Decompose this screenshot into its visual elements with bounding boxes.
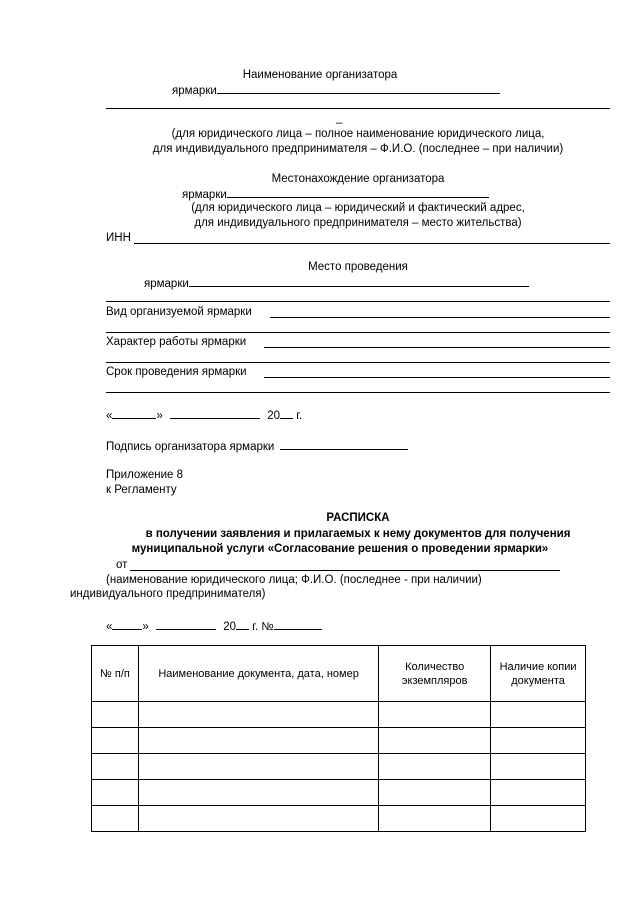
table-cell[interactable]: [92, 806, 139, 832]
col-header-document: Наименование документа, дата, номер: [138, 646, 378, 702]
fair-term-line-2[interactable]: [106, 392, 610, 393]
table-cell[interactable]: [92, 780, 139, 806]
table-cell[interactable]: [379, 702, 491, 728]
fair-type-line-2[interactable]: [106, 332, 610, 333]
organizer-name-underline: [217, 82, 500, 94]
table-cell[interactable]: [491, 728, 586, 754]
table-cell[interactable]: [92, 702, 139, 728]
table-cell[interactable]: [92, 754, 139, 780]
date-day-blank: [112, 407, 156, 419]
fair-term-label: Срок проведения ярмарки: [106, 366, 247, 378]
receipt-number-blank: [274, 618, 322, 630]
receipt-table: [91, 645, 586, 832]
venue-field[interactable]: [144, 275, 529, 291]
table-cell[interactable]: [491, 780, 586, 806]
date-open-quote: «: [106, 410, 113, 422]
col-header-copy: Наличие копии документа: [491, 646, 586, 702]
fair-type-line[interactable]: [270, 317, 610, 318]
receipt-date-day-blank: [112, 618, 142, 630]
organizer-location-field[interactable]: [182, 186, 489, 202]
table-cell[interactable]: [491, 754, 586, 780]
venue-underline: [189, 275, 529, 287]
table-row: [92, 780, 586, 806]
table-cell[interactable]: [138, 754, 378, 780]
inn-line[interactable]: [134, 243, 610, 244]
receipt-from-line[interactable]: [130, 570, 560, 571]
table-cell[interactable]: [379, 780, 491, 806]
receipt-subtitle-line1: в получении заявления и прилагаемых к нему документов для получения: [145, 528, 571, 540]
inn-label: ИНН: [106, 232, 131, 244]
appendix-line2: к Регламенту: [106, 484, 177, 496]
table-cell[interactable]: [138, 780, 378, 806]
fair-nature-label: Характер работы ярмарки: [106, 336, 247, 348]
table-cell[interactable]: [138, 728, 378, 754]
organizer-location-hint-line1: (для юридического лица – юридический и фактический адрес,: [191, 202, 525, 214]
organizer-name-hint-mark: _: [336, 112, 343, 124]
organizer-location-hint-line2: для индивидуального предпринимателя – место жительства): [194, 217, 522, 229]
receipt-date-year-prefix: 20: [223, 621, 237, 633]
organizer-name-field-label: ярмарки: [172, 85, 217, 97]
fair-type-label: Вид организуемой ярмарки: [106, 306, 252, 318]
receipt-table-header-row: [92, 646, 586, 702]
date-year-blank: [280, 407, 293, 419]
col-header-number: № п/п: [92, 646, 139, 702]
venue-line-2[interactable]: [106, 301, 610, 302]
receipt-date-close-quote: »: [142, 621, 149, 633]
signature-underline: [280, 438, 408, 450]
table-row: [92, 806, 586, 832]
table-cell[interactable]: [379, 728, 491, 754]
signature-field[interactable]: [106, 438, 408, 454]
organizer-location-underline: [227, 186, 489, 198]
receipt-date-number-label: г. №: [252, 621, 274, 633]
receipt-date[interactable]: [106, 618, 322, 634]
organizer-name-hint-line2: для индивидуального предпринимателя – Ф.И.О. (последнее – при наличии): [152, 143, 564, 155]
appendix-line1: Приложение 8: [106, 469, 184, 481]
table-cell[interactable]: [138, 806, 378, 832]
receipt-from-hint-line2: индивидуального предпринимателя): [70, 588, 266, 600]
date-month-blank: [170, 407, 260, 419]
table-cell[interactable]: [379, 754, 491, 780]
date-year-suffix: г.: [296, 410, 303, 422]
venue-heading: Место проведения: [308, 261, 408, 273]
receipt-date-year-blank: [236, 618, 249, 630]
venue-field-label: ярмарки: [144, 278, 189, 290]
receipt-title: РАСПИСКА: [326, 512, 390, 524]
table-row: [92, 702, 586, 728]
table-row: [92, 754, 586, 780]
organizer-location-field-label: ярмарки: [182, 189, 227, 201]
signature-label: Подпись организатора ярмарки: [106, 441, 275, 453]
fair-term-line[interactable]: [264, 377, 610, 378]
receipt-from-label: от: [116, 559, 128, 571]
table-cell[interactable]: [92, 728, 139, 754]
table-cell[interactable]: [491, 702, 586, 728]
receipt-from-hint-line1: (наименование юридического лица; Ф.И.О. (последнее - при наличии): [106, 574, 482, 586]
organizer-name-field[interactable]: [172, 82, 500, 98]
organizer-location-heading: Местонахождение организатора: [271, 173, 445, 185]
receipt-subtitle-line2: муниципальной услуги «Согласование решения о проведении ярмарки»: [131, 543, 549, 555]
date-close-quote: »: [156, 410, 163, 422]
organizer-name-hint-line1: (для юридического лица – полное наименование юридического лица,: [171, 128, 545, 140]
col-header-count: Количество экземпляров: [379, 646, 491, 702]
receipt-date-open-quote: «: [106, 621, 113, 633]
organizer-name-heading: Наименование организатора: [242, 69, 398, 81]
date-year-prefix: 20: [267, 410, 281, 422]
table-cell[interactable]: [379, 806, 491, 832]
receipt-date-month-blank: [156, 618, 216, 630]
table-cell[interactable]: [138, 702, 378, 728]
application-date[interactable]: [106, 407, 302, 423]
fair-nature-line[interactable]: [264, 347, 610, 348]
organizer-name-line-2[interactable]: [106, 108, 610, 109]
table-cell[interactable]: [491, 806, 586, 832]
fair-nature-line-2[interactable]: [106, 362, 610, 363]
table-row: [92, 728, 586, 754]
